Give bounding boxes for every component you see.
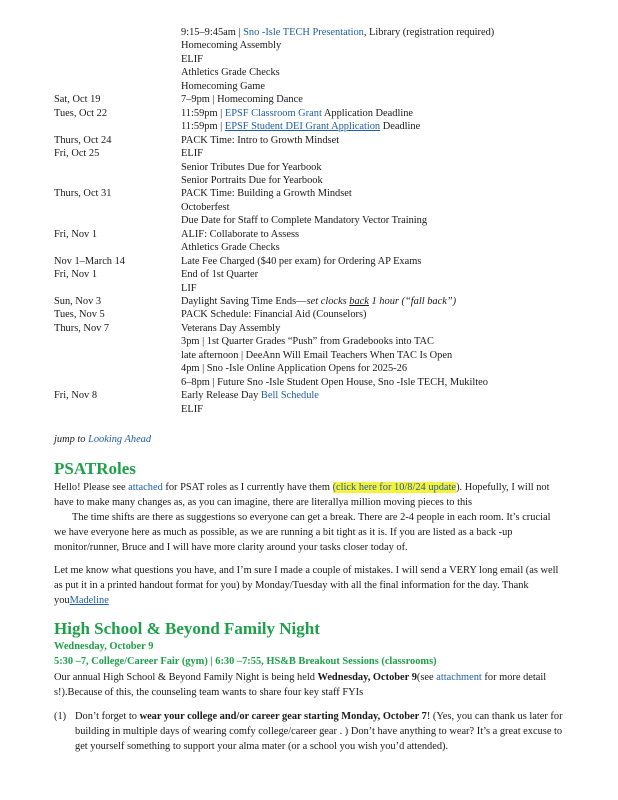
jump-prefix: jump to — [54, 434, 89, 445]
psat-p1-text-d: The time shifts are there as suggestions so everyone can get a break. There are 2-4 people in each room. It’s crucial we have everyone here as much as possible, as we are running a bit tight as it is. If you are listed as a back -up monitor/runner, Bruce and I will have more clarity around your tasks closer today of. — [54, 512, 551, 553]
schedule-text: PACK Time: Building a Growth Mindset — [181, 188, 352, 199]
schedule-date: Fri, Oct 25 — [54, 148, 100, 159]
family-p-date: Wednesday, October 9 — [317, 672, 417, 683]
psat-paragraph-1 — [54, 480, 564, 555]
psat-p2-text: Let me know what questions you have, and I’m sure I made a couple of mistakes. I will send a VERY long email (as well as put it in a printed handout format for you) by Monday/Tuesday with all the final information for the day. Thank you — [54, 565, 559, 606]
schedule-text: PACK Time: Intro to Growth Mindset — [181, 135, 340, 146]
item1-text-a: Don’t forget to — [75, 711, 140, 722]
schedule-text: Due Date for Staff to Complete Mandatory Vector Training — [181, 215, 428, 226]
schedule-date: Tues, Oct 22 — [54, 108, 108, 119]
family-p-text-d: for more detail s!).Because of this, the counseling team wants to share four key staff FYIs — [54, 672, 547, 698]
schedule-text: Deadline — [380, 121, 421, 132]
item1-bold: wear your college and/or career gear starting Monday, October 7 — [139, 711, 427, 722]
schedule-text: set clocks — [306, 296, 350, 307]
schedule-event — [181, 295, 456, 308]
schedule-date: Tues, Nov 5 — [54, 309, 105, 320]
schedule-text: ELIF — [181, 54, 203, 65]
family-paragraph — [54, 670, 564, 700]
schedule-event — [181, 39, 281, 52]
looking-ahead-link[interactable]: Looking Ahead — [88, 434, 152, 445]
schedule-event — [181, 66, 280, 79]
schedule-event — [181, 174, 323, 187]
schedule-event — [181, 161, 322, 174]
schedule-event — [181, 376, 488, 389]
psat-attached-link[interactable]: attached — [128, 482, 163, 493]
schedule-link[interactable]: Sno -Isle TECH Presentation — [243, 27, 364, 38]
family-p-text-c: (see — [416, 672, 437, 683]
schedule-text: LIF — [181, 283, 197, 294]
schedule-event — [181, 80, 265, 93]
schedule-text: 6–8pm | Future Sno -Isle Student Open House, Sno -Isle TECH, Mukilteo — [181, 377, 488, 388]
item1-text-c: ! (Yes, you can thank us later for building in multiple days of wearing comfy college/career gear . ) Don’t have anything to wear? It’s a great excuse to get yourself something to support your alma mater (or a school you wish you’d attended). — [75, 711, 563, 752]
psat-heading: PSATRoles — [54, 459, 136, 478]
psat-p1-text-b: for PSAT roles as I currently have them — [162, 482, 333, 493]
schedule-date: Sun, Nov 3 — [54, 296, 102, 307]
schedule-text: Senior Portraits Due for Yearbook — [181, 175, 323, 186]
schedule-event — [181, 335, 434, 348]
schedule-text: Late Fee Charged ($40 per exam) for Ordering AP Exams — [181, 256, 422, 267]
schedule-link[interactable]: EPSF Student DEI Grant Application — [224, 121, 381, 132]
schedule-text: Homecoming Game — [181, 81, 265, 92]
schedule-event — [181, 93, 303, 106]
schedule-date: Nov 1–March 14 — [54, 256, 125, 267]
schedule-text: Early Release Day — [181, 390, 261, 401]
schedule-event — [181, 349, 452, 362]
schedule-event — [181, 53, 203, 66]
schedule-text: ELIF — [181, 404, 203, 415]
schedule-event — [181, 255, 421, 268]
schedule-event — [181, 389, 319, 402]
schedule-date: Thurs, Nov 7 — [54, 323, 110, 334]
schedule-text: 7–9pm | Homecoming Dance — [181, 94, 303, 105]
schedule-text: back — [349, 296, 369, 307]
schedule-event — [181, 268, 258, 281]
schedule-text: Homecoming Assembly — [181, 40, 282, 51]
schedule-event — [181, 403, 203, 416]
schedule-text: PACK Schedule: Financial Aid (Counselors) — [181, 309, 367, 320]
family-p-text: Our annual High School & Beyond Family Night is being held — [54, 672, 318, 683]
schedule-event — [181, 134, 339, 147]
schedule-event — [181, 241, 280, 254]
psat-p1-text: Hello! Please see — [54, 482, 129, 493]
schedule-text: 4pm | Sno -Isle Online Application Opens for 2025-26 — [181, 363, 408, 374]
schedule-text: ALIF: Collaborate to Assess — [181, 229, 300, 240]
schedule-text: 1 hour (“fall back”) — [368, 296, 457, 307]
schedule-text: 11:59pm | — [181, 121, 225, 132]
list-item-text — [75, 709, 570, 754]
schedule-text: Athletics Grade Checks — [181, 67, 280, 78]
schedule-event — [181, 214, 427, 227]
schedule-text: End of 1st Quarter — [181, 269, 259, 280]
schedule-event — [181, 308, 366, 321]
schedule-text: Senior Tributes Due for Yearbook — [181, 162, 322, 173]
family-attachment-link[interactable]: attachment — [436, 672, 482, 683]
schedule-date: Thurs, Oct 31 — [54, 188, 112, 199]
schedule-text: Application Deadline — [321, 108, 414, 119]
schedule-text: Veterans Day Assembly — [181, 323, 281, 334]
schedule-date: Thurs, Oct 24 — [54, 135, 112, 146]
schedule-text: Octoberfest — [181, 202, 230, 213]
schedule-text: , Library (registration required) — [363, 27, 495, 38]
schedule-date: Sat, Oct 19 — [54, 94, 101, 105]
schedule-event — [181, 147, 203, 160]
schedule-text: Athletics Grade Checks — [181, 242, 280, 253]
family-times: 5:30 –7, College/Career Fair (gym) | 6:30 –7:55, HS&B Breakout Sessions (classrooms) — [54, 656, 437, 667]
list-item-number: (1) — [54, 711, 67, 722]
psat-p1-text-c: ). Hopefully, I will not have to make many changes as, as you can imagine, there are literallya million moving pieces to this — [54, 482, 550, 508]
schedule-text: late afternoon | DeeAnn Will Email Teachers When TAC Is Open — [181, 350, 453, 361]
schedule-text: 11:59pm | — [181, 108, 225, 119]
schedule-date: Fri, Nov 8 — [54, 390, 98, 401]
schedule-link[interactable]: Bell Schedule — [260, 390, 319, 401]
schedule-event — [181, 201, 229, 214]
schedule-text: Daylight Saving Time Ends— — [181, 296, 307, 307]
psat-paragraph-2 — [54, 563, 564, 608]
schedule-event — [181, 107, 413, 120]
schedule-event — [181, 120, 420, 133]
schedule-event — [181, 187, 352, 200]
madeline-link[interactable]: Madeline — [69, 595, 109, 606]
schedule-link[interactable]: EPSF Classroom Grant — [224, 108, 322, 119]
schedule-event — [181, 322, 280, 335]
schedule-text: ELIF — [181, 148, 203, 159]
family-night-heading: High School & Beyond Family Night — [54, 619, 320, 638]
schedule-event — [181, 282, 197, 295]
schedule-date: Fri, Nov 1 — [54, 269, 98, 280]
schedule-text: 3pm | 1st Quarter Grades “Push” from Gradebooks into TAC — [181, 336, 434, 347]
schedule-event — [181, 26, 494, 39]
schedule-date: Fri, Nov 1 — [54, 229, 98, 240]
family-date: Wednesday, October 9 — [54, 641, 154, 652]
schedule-event — [181, 228, 299, 241]
schedule-event — [181, 362, 407, 375]
psat-update-link[interactable]: (click here for 10/8/24 update — [332, 482, 457, 493]
schedule-text: 9:15–9:45am | — [181, 27, 244, 38]
jump-link-line — [54, 434, 151, 445]
